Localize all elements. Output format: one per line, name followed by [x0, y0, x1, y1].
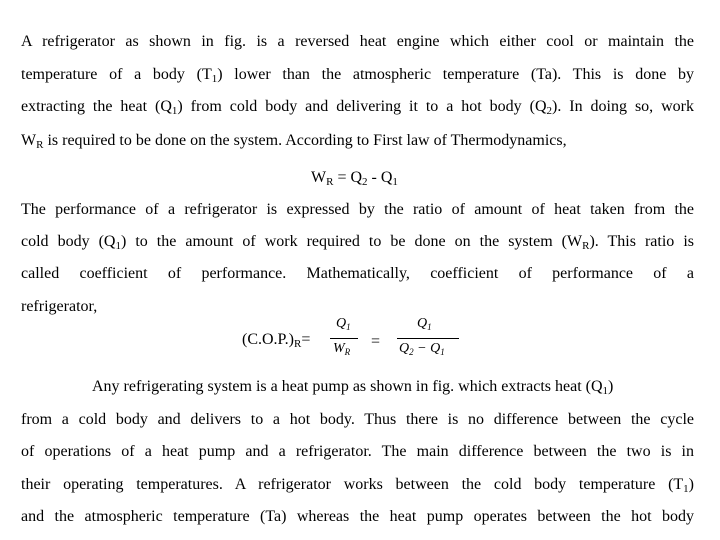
text-line: cold body $(Q_1)$ to the amount of work required to be done on the system $(W_R)$. This ratio is — [21, 233, 694, 252]
text-line: $W_R$ is required to be done on the system. According to First law of Thermodynamics, — [21, 132, 567, 151]
text-line: and the atmospheric temperature (Ta) whereas the heat pump operates between the hot body — [21, 508, 694, 525]
text-line: A refrigerator as shown in fig. is a reversed heat engine which either cool or maintain the — [21, 33, 694, 50]
fraction-q1-over-q2-minus-q1 — [395, 314, 465, 364]
text-line: called coefficient of performance. Mathematically, coefficient of performance of a — [21, 265, 694, 282]
text-line: The performance of a refrigerator is expressed by the ratio of amount of heat taken from the — [21, 201, 694, 218]
fraction-q1-over-wr — [328, 314, 362, 364]
text-line: Any refrigerating system is a heat pump as shown in fig. which extracts heat $(Q_1)$ — [92, 378, 614, 397]
equals-sign: = — [371, 333, 381, 350]
text-line: their operating temperatures. A refrigerator works between the cold body temperature $(T_1)$ — [21, 476, 694, 495]
cop-label: $(C.O.P.)_R=$ — [242, 331, 311, 350]
equation-work: $W_R = Q_2 - Q_1$ — [311, 169, 398, 188]
text-line: extracting the heat $(Q_1)$ from cold body and delivering it to a hot body $(Q_2)$. In doing so, work — [21, 98, 694, 117]
fraction-denominator: $Q_2 - Q_1$ — [399, 341, 445, 357]
text-line: from a cold body and delivers to a hot body. Thus there is no difference between the cycle — [21, 411, 694, 428]
text-line: refrigerator, — [21, 298, 98, 315]
fraction-bar — [397, 338, 459, 339]
fraction-denominator: $W_R$ — [333, 341, 351, 357]
fraction-numerator: $Q_1$ — [417, 316, 432, 332]
fraction-bar — [330, 338, 358, 339]
text-line: of operations of a heat pump and a refrigerator. The main difference between the two is in — [21, 443, 694, 460]
fraction-numerator: $Q_1$ — [336, 316, 351, 332]
text-line: temperature of a body $(T_1)$ lower than the atmospheric temperature (Ta). This is done by — [21, 66, 694, 85]
